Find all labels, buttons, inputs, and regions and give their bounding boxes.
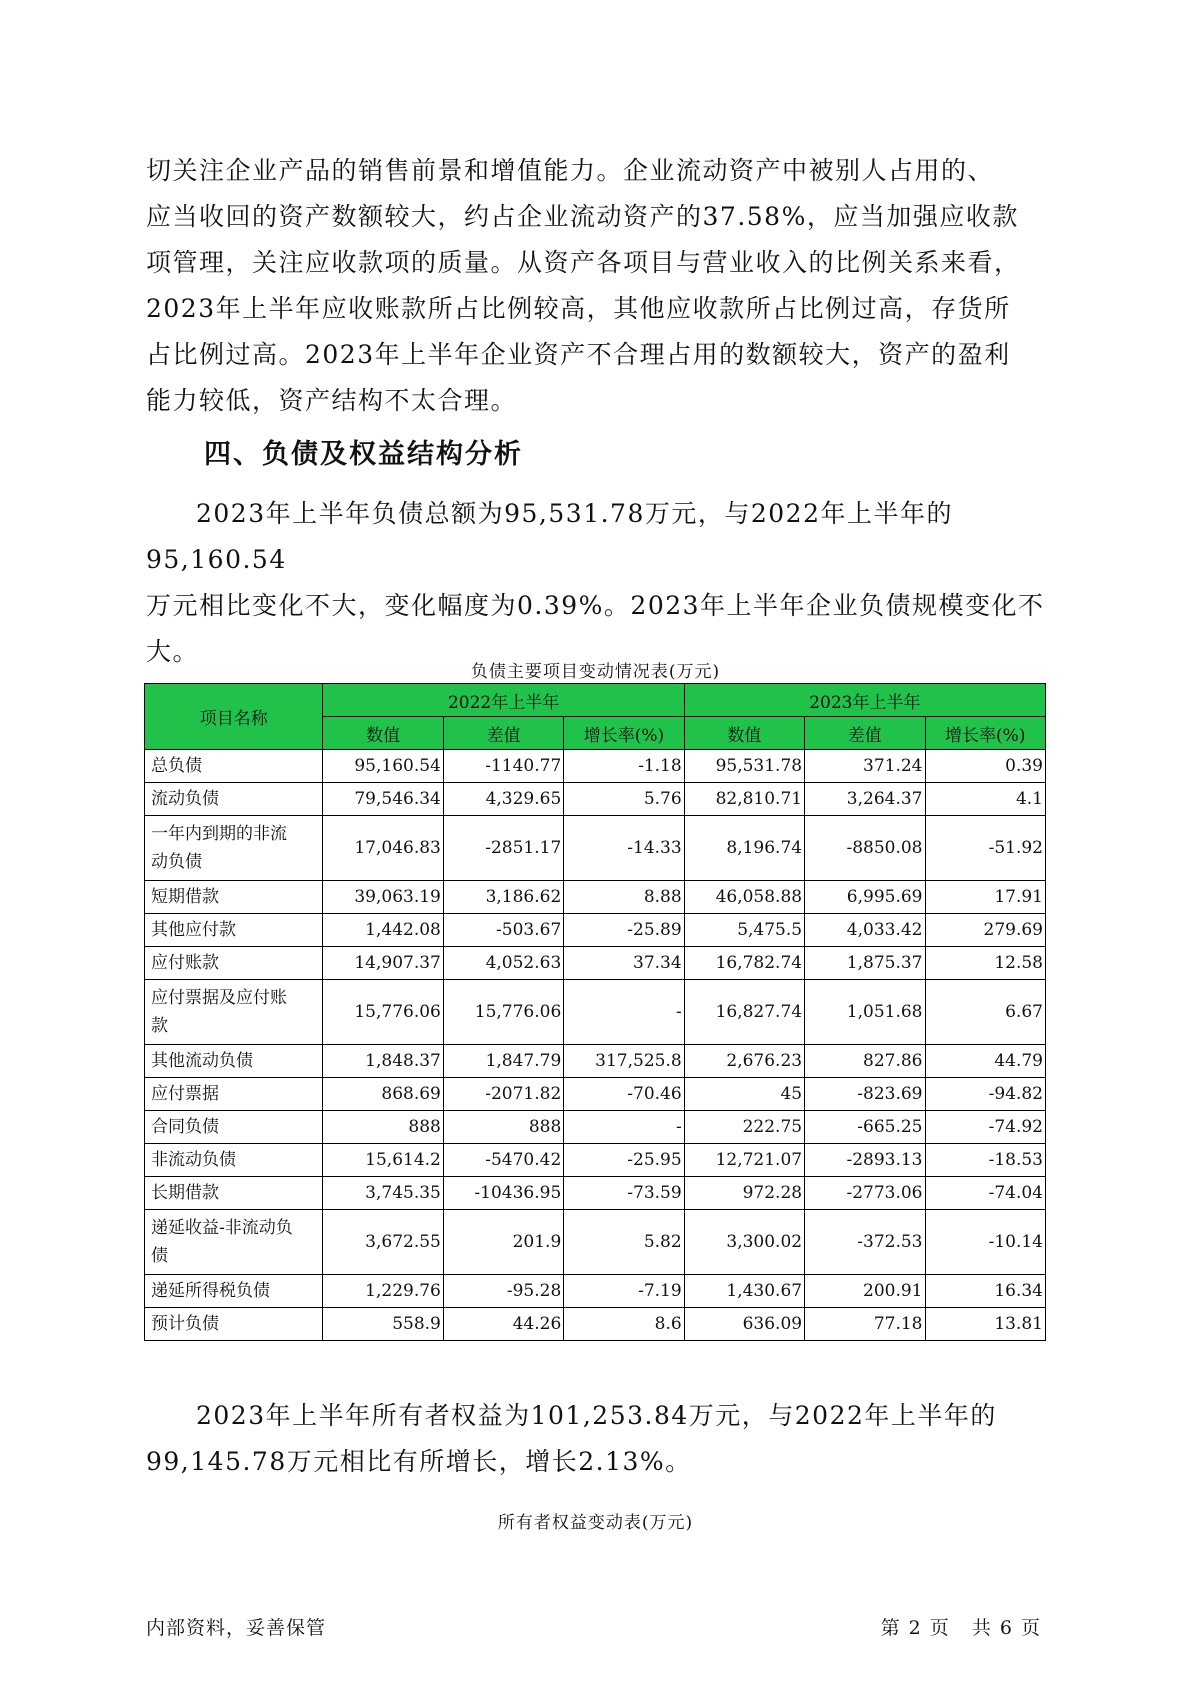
- row-item-name: [145, 1210, 323, 1275]
- liability-table: [144, 683, 1046, 1341]
- row-cell: 17,046.83: [323, 816, 443, 881]
- row-item-name: [145, 1111, 323, 1144]
- row-cell: 636.09: [684, 1308, 804, 1341]
- row-cell: -95.28: [443, 1275, 563, 1308]
- footer-confidential-note: 内部资料，妥善保管: [146, 1617, 327, 1639]
- row-cell: 1,848.37: [323, 1045, 443, 1078]
- text-line: 2023年上半年负债总额为95,531.78万元，与2022年上半年的95,160.54: [146, 499, 953, 574]
- row-cell: 8.6: [564, 1308, 684, 1341]
- row-item-name-line: 流动负债: [151, 789, 219, 809]
- row-cell: -74.04: [925, 1177, 1046, 1210]
- row-item-name: [145, 947, 323, 980]
- text-line: 大。: [146, 637, 200, 666]
- header-diff-2023: 差值: [805, 717, 925, 750]
- row-cell: -823.69: [805, 1078, 925, 1111]
- header-group-2022: 2022年上半年: [323, 684, 684, 717]
- header-growth-2023: 增长率(%): [925, 717, 1046, 750]
- row-cell: 16.34: [925, 1275, 1046, 1308]
- row-item-name: [145, 783, 323, 816]
- header-value-2022: 数值: [323, 717, 443, 750]
- row-cell: 5,475.5: [684, 914, 804, 947]
- row-item-name: [145, 914, 323, 947]
- row-cell: 558.9: [323, 1308, 443, 1341]
- row-item-name: [145, 1275, 323, 1308]
- table-row: [145, 980, 1046, 1045]
- row-item-name-line: 合同负债: [151, 1117, 219, 1137]
- row-cell: 972.28: [684, 1177, 804, 1210]
- row-cell: 5.82: [564, 1210, 684, 1275]
- table-row: [145, 816, 1046, 881]
- row-cell: 0.39: [925, 750, 1046, 783]
- row-cell: 6,995.69: [805, 881, 925, 914]
- row-cell: 8,196.74: [684, 816, 804, 881]
- row-cell: 200.91: [805, 1275, 925, 1308]
- total-word: 页: [1020, 1617, 1041, 1639]
- header-value-2023: 数值: [684, 717, 804, 750]
- row-cell: 15,776.06: [443, 980, 563, 1045]
- row-cell: 39,063.19: [323, 881, 443, 914]
- row-item-name: [145, 1144, 323, 1177]
- row-item-name-line: 应付票据: [151, 1084, 219, 1104]
- intro-paragraph: [146, 148, 1046, 424]
- row-item-name: [145, 881, 323, 914]
- total-prefix: 共: [971, 1617, 992, 1639]
- row-cell: 44.26: [443, 1308, 563, 1341]
- row-cell: 1,430.67: [684, 1275, 804, 1308]
- row-cell: 15,776.06: [323, 980, 443, 1045]
- header-diff-2022: 差值: [443, 717, 563, 750]
- row-cell: -10436.95: [443, 1177, 563, 1210]
- table-row: [145, 1144, 1046, 1177]
- row-cell: -70.46: [564, 1078, 684, 1111]
- row-cell: 44.79: [925, 1045, 1046, 1078]
- row-cell: 8.88: [564, 881, 684, 914]
- row-item-name: [145, 1308, 323, 1341]
- row-cell: 201.9: [443, 1210, 563, 1275]
- row-cell: 46,058.88: [684, 881, 804, 914]
- row-cell: 371.24: [805, 750, 925, 783]
- footer-page-indicator: [877, 1613, 1045, 1640]
- row-cell: 317,525.8: [564, 1045, 684, 1078]
- row-cell: 1,875.37: [805, 947, 925, 980]
- row-cell: 16,782.74: [684, 947, 804, 980]
- row-item-name-line: 其他流动负债: [151, 1051, 253, 1071]
- row-cell: 12.58: [925, 947, 1046, 980]
- row-cell: -2851.17: [443, 816, 563, 881]
- table-row: [145, 750, 1046, 783]
- section-heading: 四、负债及权益结构分析: [204, 439, 523, 470]
- row-cell: -372.53: [805, 1210, 925, 1275]
- row-cell: 79,546.34: [323, 783, 443, 816]
- row-cell: 1,229.76: [323, 1275, 443, 1308]
- header-growth-2022: 增长率(%): [564, 717, 684, 750]
- liability-paragraph: [146, 491, 1046, 675]
- table-row: [145, 1275, 1046, 1308]
- page-number: 2: [908, 1617, 922, 1639]
- row-cell: 279.69: [925, 914, 1046, 947]
- table-row: [145, 783, 1046, 816]
- row-item-name-line: 其他应付款: [151, 920, 236, 940]
- row-item-name: [145, 816, 323, 881]
- row-item-name: [145, 1177, 323, 1210]
- row-cell: 5.76: [564, 783, 684, 816]
- page-prefix: 第: [880, 1617, 901, 1639]
- row-item-name-line: 应付账款: [151, 953, 219, 973]
- text-line: 能力较低，资产结构不太合理。: [146, 386, 518, 415]
- row-cell: 1,051.68: [805, 980, 925, 1045]
- table-row: [145, 1177, 1046, 1210]
- row-cell: -2893.13: [805, 1144, 925, 1177]
- row-cell: 13.81: [925, 1308, 1046, 1341]
- row-item-name-line: 长期借款: [151, 1183, 219, 1203]
- row-item-name-line: 款: [151, 1016, 168, 1036]
- row-item-name: [145, 750, 323, 783]
- row-cell: -2071.82: [443, 1078, 563, 1111]
- row-cell: 1,442.08: [323, 914, 443, 947]
- row-cell: -1140.77: [443, 750, 563, 783]
- row-cell: 12,721.07: [684, 1144, 804, 1177]
- text-line: 项管理，关注应收款项的质量。从资产各项目与营业收入的比例关系来看，: [146, 248, 1021, 277]
- row-cell: 45: [684, 1078, 804, 1111]
- row-cell: -73.59: [564, 1177, 684, 1210]
- row-cell: 222.75: [684, 1111, 804, 1144]
- row-cell: 95,531.78: [684, 750, 804, 783]
- row-cell: -74.92: [925, 1111, 1046, 1144]
- row-item-name: [145, 980, 323, 1045]
- row-cell: 4.1: [925, 783, 1046, 816]
- row-cell: -503.67: [443, 914, 563, 947]
- row-cell: 6.67: [925, 980, 1046, 1045]
- row-item-name: [145, 1045, 323, 1078]
- row-cell: 4,329.65: [443, 783, 563, 816]
- text-line: 占比例过高。2023年上半年企业资产不合理占用的数额较大，资产的盈利: [146, 340, 1011, 369]
- table-row: [145, 914, 1046, 947]
- row-item-name-line: 动负债: [151, 852, 202, 872]
- row-cell: 95,160.54: [323, 750, 443, 783]
- row-cell: 868.69: [323, 1078, 443, 1111]
- text-line: 切关注企业产品的销售前景和增值能力。企业流动资产中被别人占用的、: [146, 156, 995, 185]
- row-cell: -8850.08: [805, 816, 925, 881]
- row-item-name-line: 应付票据及应付账: [151, 988, 287, 1008]
- row-cell: -25.89: [564, 914, 684, 947]
- row-cell: 827.86: [805, 1045, 925, 1078]
- text-line: 万元相比变化不大，变化幅度为0.39%。2023年上半年企业负债规模变化不: [146, 591, 1045, 620]
- row-item-name-line: 递延收益-非流动负: [151, 1218, 293, 1238]
- row-cell: 3,672.55: [323, 1210, 443, 1275]
- row-cell: 15,614.2: [323, 1144, 443, 1177]
- row-cell: -14.33: [564, 816, 684, 881]
- row-cell: -51.92: [925, 816, 1046, 881]
- row-cell: -10.14: [925, 1210, 1046, 1275]
- row-cell: -: [564, 980, 684, 1045]
- header-item-name: 项目名称: [145, 684, 323, 750]
- row-cell: 3,745.35: [323, 1177, 443, 1210]
- row-cell: 4,052.63: [443, 947, 563, 980]
- table-row: [145, 1078, 1046, 1111]
- row-cell: 4,033.42: [805, 914, 925, 947]
- row-cell: -2773.06: [805, 1177, 925, 1210]
- text-line: 2023年上半年所有者权益为101,253.84万元，与2022年上半年的: [196, 1401, 997, 1430]
- table-row: [145, 1210, 1046, 1275]
- equity-table-caption: 所有者权益变动表(万元): [497, 1513, 694, 1533]
- row-cell: 3,186.62: [443, 881, 563, 914]
- header-group-2023: 2023年上半年: [684, 684, 1045, 717]
- row-item-name-line: 预计负债: [151, 1314, 219, 1334]
- row-item-name: [145, 1078, 323, 1111]
- text-line: 2023年上半年应收账款所占比例较高，其他应收款所占比例过高，存货所: [146, 294, 1011, 323]
- row-item-name-line: 短期借款: [151, 887, 219, 907]
- table-row: [145, 1111, 1046, 1144]
- row-cell: -665.25: [805, 1111, 925, 1144]
- row-cell: 888: [323, 1111, 443, 1144]
- table-body: [145, 750, 1046, 1341]
- table-row: [145, 947, 1046, 980]
- row-cell: -94.82: [925, 1078, 1046, 1111]
- text-line: 应当收回的资产数额较大，约占企业流动资产的37.58%，应当加强应收款: [146, 202, 1019, 231]
- row-cell: 3,264.37: [805, 783, 925, 816]
- table-row: [145, 1308, 1046, 1341]
- page-word: 页: [929, 1617, 950, 1639]
- row-cell: -18.53: [925, 1144, 1046, 1177]
- equity-paragraph: [146, 1393, 1046, 1485]
- table-row: [145, 881, 1046, 914]
- row-item-name-line: 一年内到期的非流: [151, 824, 287, 844]
- row-cell: 17.91: [925, 881, 1046, 914]
- row-item-name-line: 总负债: [151, 756, 202, 776]
- row-cell: -: [564, 1111, 684, 1144]
- row-item-name-line: 债: [151, 1246, 168, 1266]
- row-cell: 1,847.79: [443, 1045, 563, 1078]
- row-cell: -5470.42: [443, 1144, 563, 1177]
- total-pages: 6: [999, 1617, 1013, 1639]
- row-item-name-line: 递延所得税负债: [151, 1281, 270, 1301]
- row-cell: -7.19: [564, 1275, 684, 1308]
- row-cell: -1.18: [564, 750, 684, 783]
- row-cell: 888: [443, 1111, 563, 1144]
- row-cell: 37.34: [564, 947, 684, 980]
- row-cell: 2,676.23: [684, 1045, 804, 1078]
- row-cell: -25.95: [564, 1144, 684, 1177]
- row-cell: 77.18: [805, 1308, 925, 1341]
- row-item-name-line: 非流动负债: [151, 1150, 236, 1170]
- table-row: [145, 1045, 1046, 1078]
- row-cell: 14,907.37: [323, 947, 443, 980]
- row-cell: 82,810.71: [684, 783, 804, 816]
- text-line: 99,145.78万元相比有所增长，增长2.13%。: [146, 1447, 692, 1476]
- table-caption: 负债主要项目变动情况表(万元): [470, 662, 721, 682]
- row-cell: 3,300.02: [684, 1210, 804, 1275]
- row-cell: 16,827.74: [684, 980, 804, 1045]
